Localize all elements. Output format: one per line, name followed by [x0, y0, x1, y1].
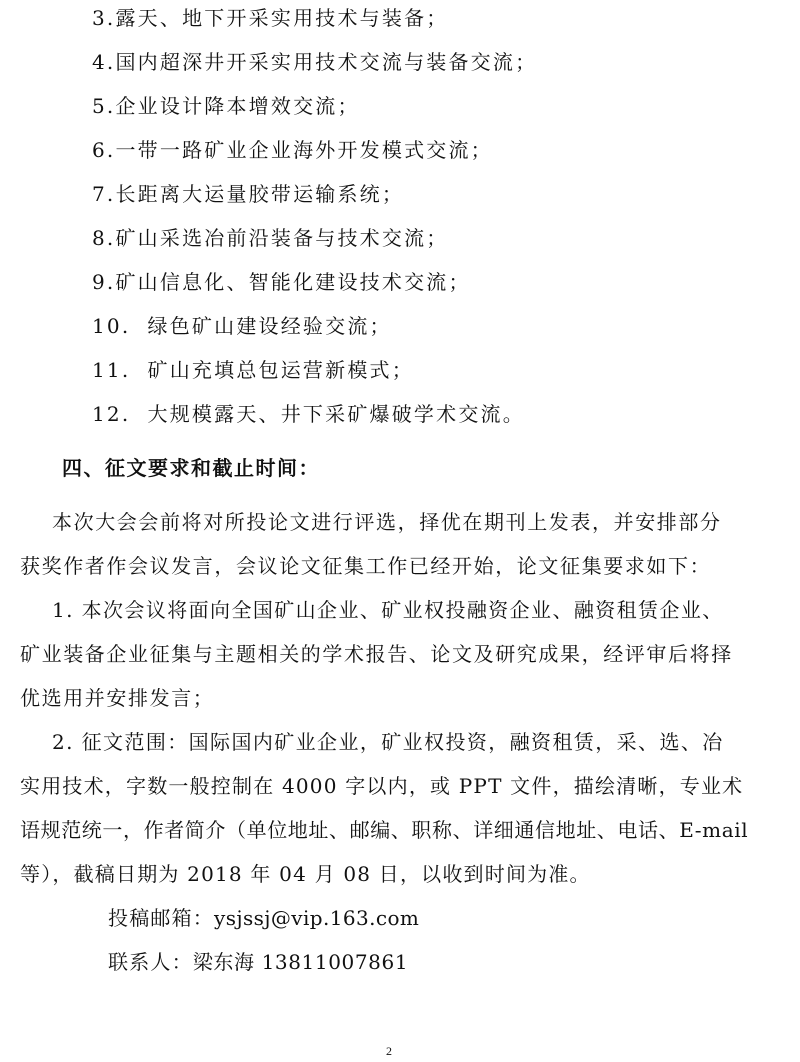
list-item: 12. 大规模露天、井下采矿爆破学术交流。: [92, 402, 525, 426]
paragraph-line: 矿业装备企业征集与主题相关的学术报告、论文及研究成果，经评审后将择: [20, 642, 733, 666]
list-item: 3.露天、地下开采实用技术与装备；: [92, 6, 449, 30]
paragraph-line: 1. 本次会议将面向全国矿山企业、矿业权投融资企业、融资租赁企业、: [52, 598, 724, 622]
paragraph-line: 实用技术，字数一般控制在 4000 字以内，或 PPT 文件，描绘清晰，专业术: [20, 774, 744, 798]
list-item: 11. 矿山充填总包运营新模式；: [92, 358, 414, 382]
list-item: 6.一带一路矿业企业海外开发模式交流；: [92, 138, 493, 162]
contact-person-label: 联系人：: [108, 950, 193, 974]
list-item: 7.长距离大运量胶带运输系统；: [92, 182, 405, 206]
list-item: 8.矿山采选冶前沿装备与技术交流；: [92, 226, 449, 250]
section-heading: 四、征文要求和截止时间：: [62, 456, 320, 480]
page-number: 2: [386, 1044, 392, 1058]
paragraph-line: 2. 征文范围：国际国内矿业企业，矿业权投资，融资租赁，采、选、冶: [52, 730, 724, 754]
contact-email-row: [108, 904, 419, 932]
list-item: 10. 绿色矿山建设经验交流；: [92, 314, 392, 338]
email-address[interactable]: ysjssj@vip.163.com: [214, 906, 420, 930]
contact-person: 梁东海 13811007861: [192, 950, 409, 974]
email-label: 投稿邮箱：: [108, 906, 214, 930]
list-item: 5.企业设计降本增效交流；: [92, 94, 360, 118]
list-item: 4.国内超深井开采实用技术交流与装备交流；: [92, 50, 538, 74]
list-item: 9.矿山信息化、智能化建设技术交流；: [92, 270, 471, 294]
paragraph-line: 语规范统一，作者简介（单位地址、邮编、职称、详细通信地址、电话、E-mail: [20, 818, 749, 842]
paragraph-line: 本次大会会前将对所投论文进行评选，择优在期刊上发表，并安排部分: [52, 510, 722, 534]
contact-person-row: [108, 948, 408, 976]
paragraph-line: 等），截稿日期为 2018 年 04 月 08 日，以收到时间为准。: [20, 862, 591, 886]
paragraph-line: 获奖作者作会议发言，会议论文征集工作已经开始，论文征集要求如下：: [20, 554, 712, 578]
paragraph-line: 优选用并安排发言；: [20, 686, 215, 710]
